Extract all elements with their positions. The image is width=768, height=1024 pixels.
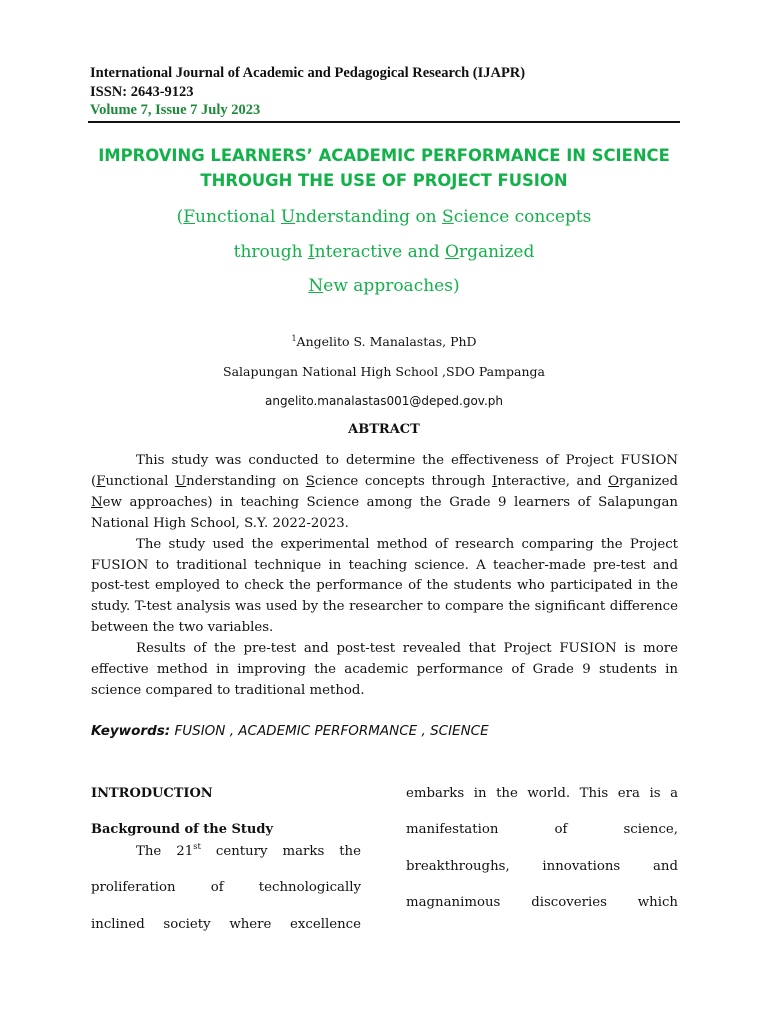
right-column [406,784,678,921]
journal-name: International Journal of Academic and Pedagogical Research (IJAPR) [90,65,526,81]
author-line [60,334,708,349]
intro-paragraph-right [406,776,678,921]
paper-title [60,143,708,193]
text-line: manifestation of science, [406,822,678,838]
text-line: proliferation of technologically [91,880,361,896]
journal-issn: ISSN: 2643-9123 [90,83,194,100]
journal-header [90,64,680,120]
subtitle-line: New approaches) [308,276,460,296]
keywords-value: FUSION , ACADEMIC PERFORMANCE , SCIENCE [174,723,489,739]
text-line: magnanimous discoveries which [406,894,678,910]
abstract-paragraph: The study used the experimental method of research comparing the Project FUSION to traditional technique in teaching science. A teacher-made pre-test and post-test employed to check the performance of the students who participated in the study. T-test analysis was used by the researcher to compare the significant difference between the two variables. [91,536,678,636]
text-line: breakthroughs, innovations and [406,858,678,874]
keywords-label: Keywords: [91,723,171,739]
author-name: Angelito S. Manalastas, PhD [296,334,477,349]
abstract-paragraph: Results of the pre-test and post-test revealed that Project FUSION is more effective method in improving the academic performance of Grade 9 students in science compared to traditional method. [91,641,678,698]
author-affiliation-mark: 1 [291,334,297,343]
abstract-paragraph: This study was conducted to determine the effectiveness of Project FUSION (Functional Understanding on Science concepts through Interactive, and Organized New approaches) in teaching Science among the Grade 9 learners of Salapungan National High School, S.Y. 2022-2023. [91,453,679,531]
text-line: The 21st century marks the [136,842,361,859]
author-email: angelito.manalastas001@deped.gov.ph [264,394,504,408]
paper-title-line-1: IMPROVING LEARNERS’ ACADEMIC PERFORMANCE IN SCIENCE [98,146,670,165]
intro-paragraph-left [91,834,361,943]
subtitle-line: through Interactive and Organized [233,241,535,262]
abstract-heading: ABTRACT [348,422,420,437]
text-line: embarks in the world. This era is a [406,786,678,801]
paper-title-line-2: THROUGH THE USE OF PROJECT FUSION [200,171,568,190]
author-school: Salapungan National High School ,SDO Pampanga [223,364,545,379]
abstract-body [91,451,678,702]
keywords-line [91,723,678,739]
paper-subtitle [60,200,708,304]
journal-volume: Volume 7, Issue 7 July 2023 [90,102,261,118]
subtitle-line: (Functional Understanding on Science concepts [176,207,592,227]
text-line: inclined society where excellence [91,916,361,932]
introduction-heading: INTRODUCTION [91,786,213,801]
background-subheading: Background of the Study [91,822,273,837]
header-rule [88,121,680,123]
left-column [91,784,361,943]
